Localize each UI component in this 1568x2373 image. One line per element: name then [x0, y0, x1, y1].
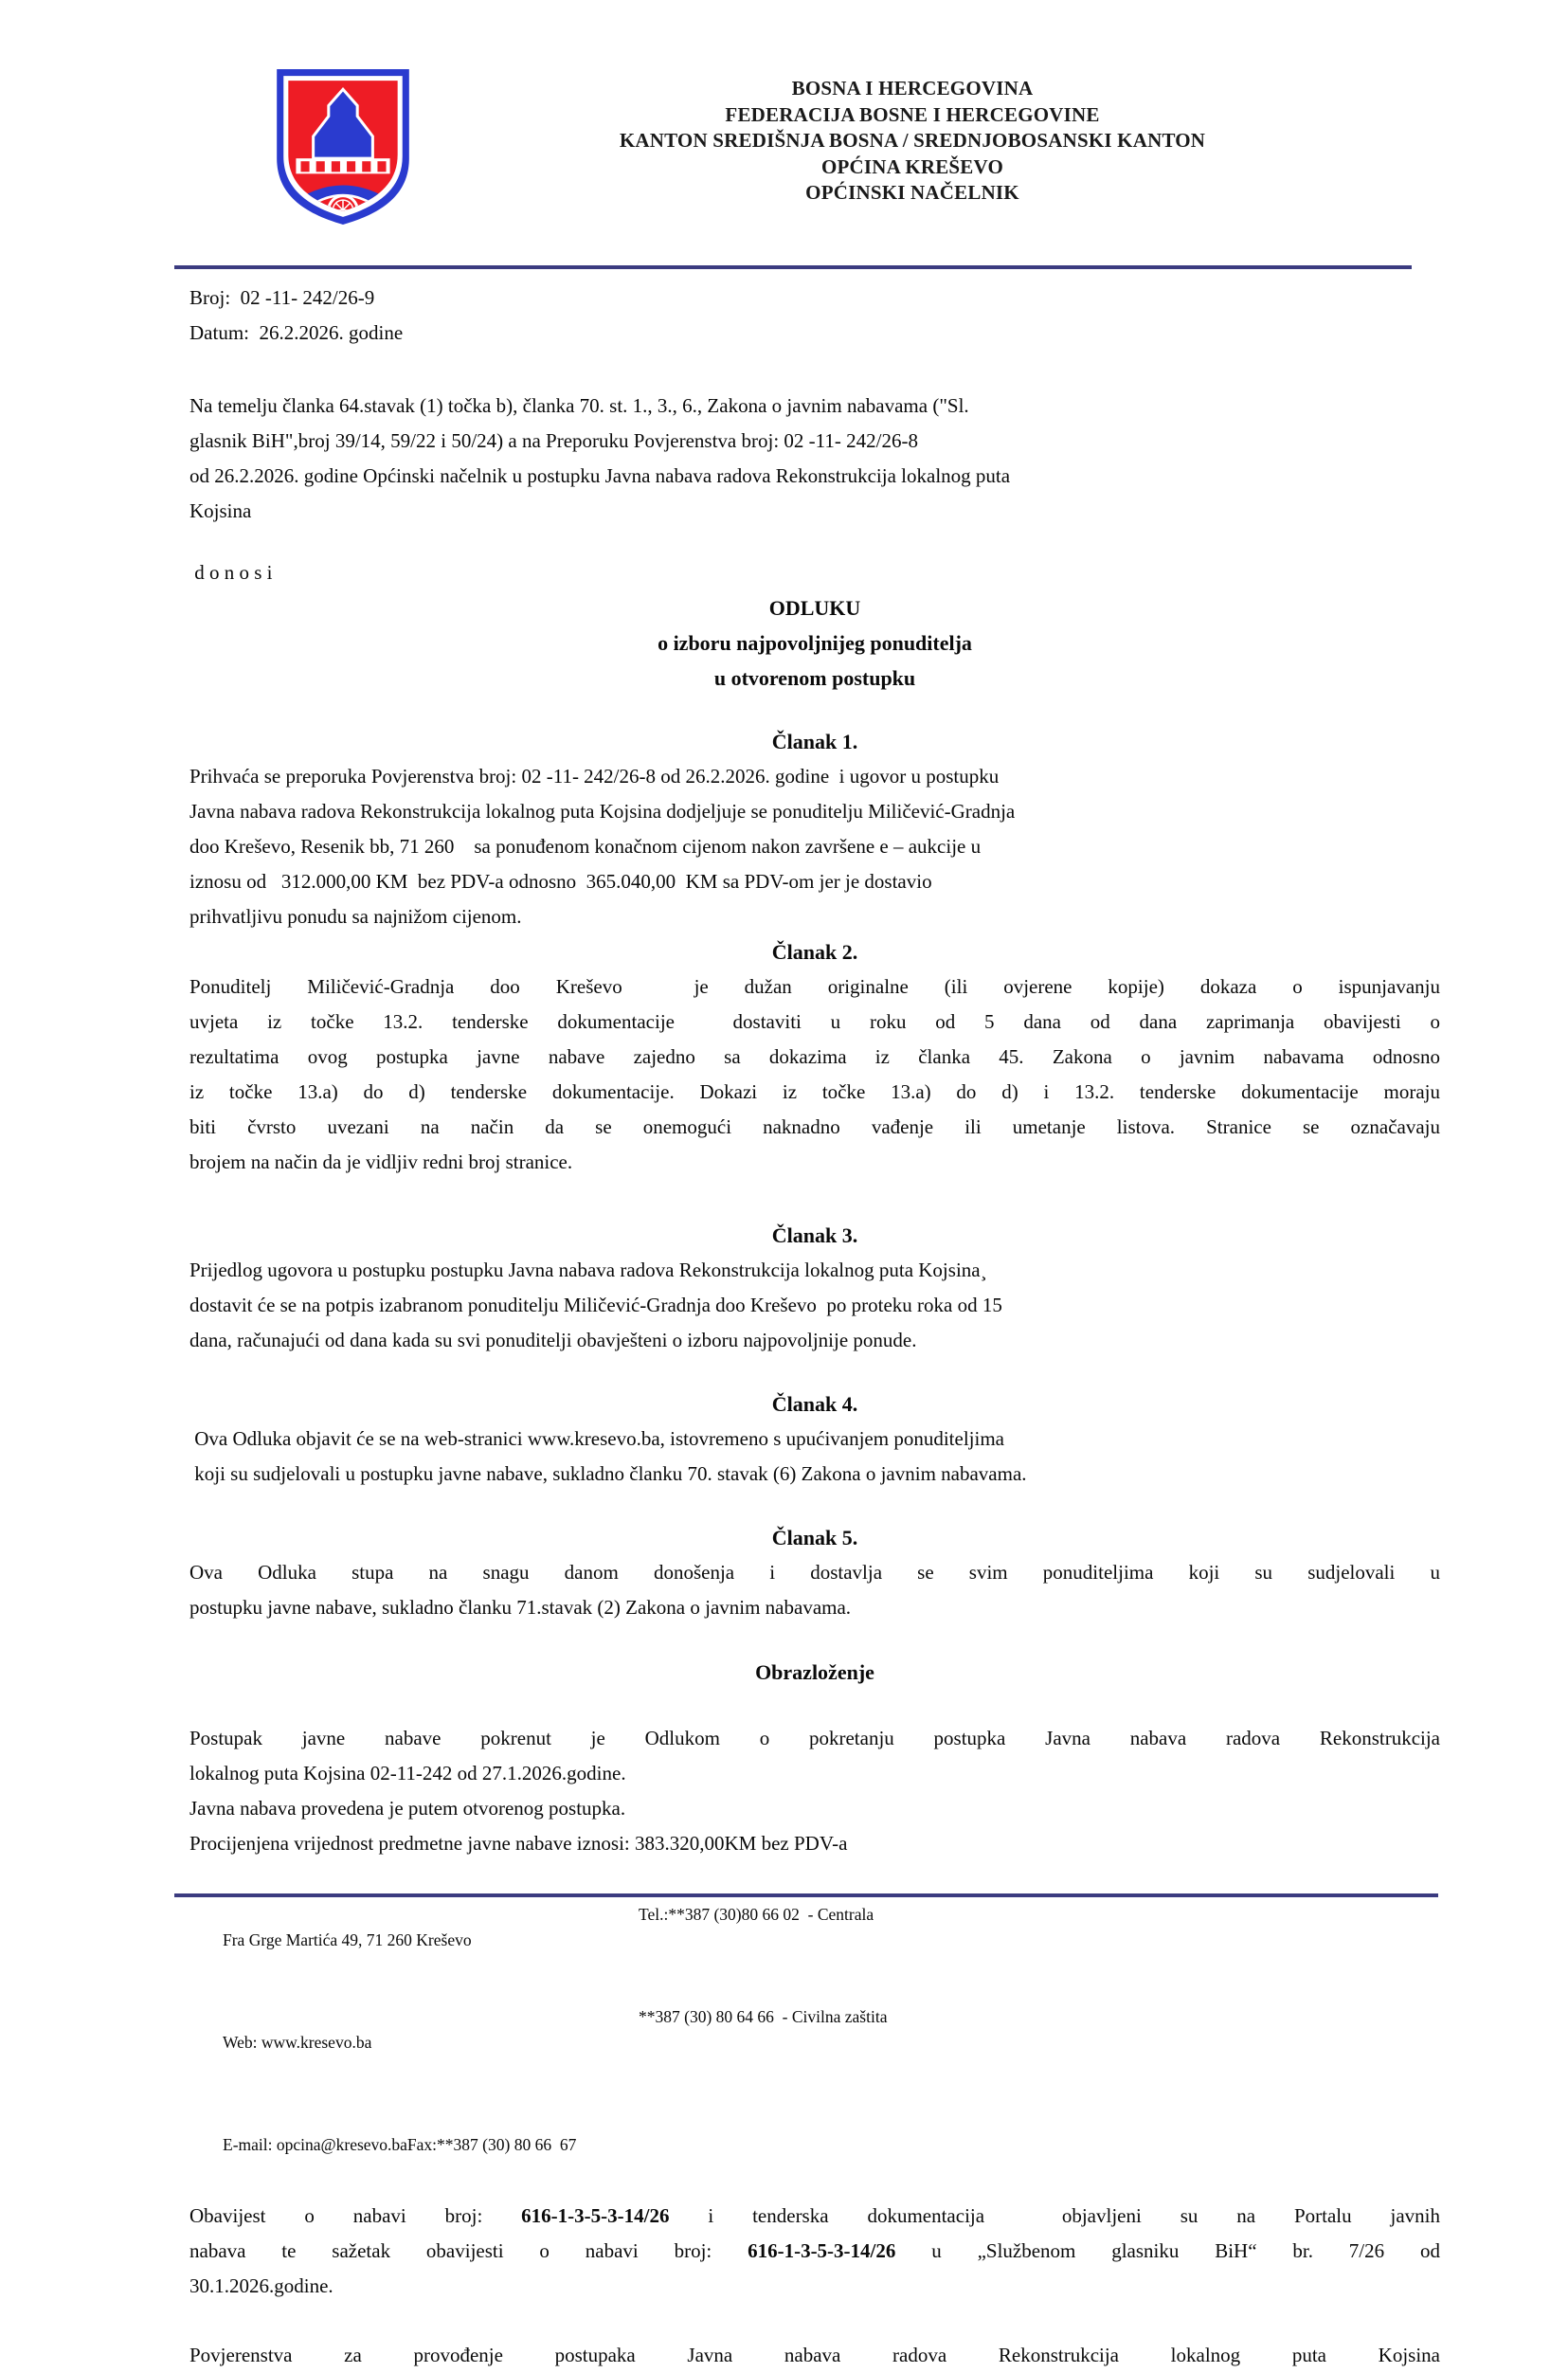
obavijest-line1-number: 616-1-3-5-3-14/26: [521, 2204, 670, 2227]
doc-line: iz točke 13.a) do d) tenderske dokumentacije. Dokazi iz točke 13.a) do d) i 13.2. tenderske dokumentacije moraju: [189, 1080, 1440, 1103]
doc-line: 30.1.2026.godine.: [189, 2274, 333, 2297]
doc-line: dostavit će se na potpis izabranom ponuditelju Miličević-Gradnja doo Kreševo po proteku roka od 15: [189, 1294, 1002, 1316]
donosi-line: d o n o s i: [189, 561, 273, 584]
doc-line: prihvatljivu ponudu sa najnižom cijenom.: [189, 905, 522, 928]
crest-bridge-band: [296, 158, 389, 173]
document-meta: [189, 281, 1440, 351]
footer-address: Fra Grge Martića 49, 71 260 Kreševo: [223, 1930, 472, 1949]
doc-line: Postupak javne nabave pokrenut je Odlukom o pokretanju postupka Javna nabava radova Rekonstrukcija: [189, 1727, 1440, 1749]
footer-row: [189, 2107, 1440, 2183]
clanak-2-heading: Članak 2.: [771, 940, 858, 964]
obrazlozenje-heading: Obrazloženje: [755, 1660, 874, 1684]
decision-title-sub2: u otvorenom postupku: [713, 666, 916, 690]
doc-line: od 26.2.2026. godine Općinski načelnik u postupku Javna nabava radova Rekonstrukcija lokalnog puta: [189, 464, 1011, 487]
doc-line: Povjerenstva za provođenje postupaka Javna nabava radova Rekonstrukcija lokalnog puta Kojsina: [189, 2344, 1440, 2366]
doc-line: biti čvrsto uvezani na način da se onemogući naknadno vađenje ili umetanje listova. Stranice se označavaju: [189, 1115, 1440, 1138]
clanak-1-heading: Članak 1.: [771, 730, 858, 753]
decision-title-main: ODLUKU: [768, 596, 861, 620]
doc-line: lokalnog puta Kojsina 02-11-242 od 27.1.2026.godine.: [189, 1762, 626, 1784]
doc-line: Procijenjena vrijednost predmetne javne nabave iznosi: 383.320,00KM bez PDV-a: [189, 1832, 848, 1855]
decision-title-sub1: o izboru najpovoljnijeg ponuditelja: [658, 631, 972, 655]
doc-line: [189, 2234, 1440, 2269]
letterhead-canton: KANTON SREDIŠNJA BOSNA / SREDNJOBOSANSKI KANTON: [619, 129, 1206, 152]
decision-title: [189, 590, 1440, 696]
doc-line: rezultatima ovog postupka javne nabave zajedno sa dokazima iz članka 45. Zakona o javnim nabavama odnosno: [189, 1045, 1440, 1068]
obavijest-paragraph: [189, 2199, 1440, 2304]
footer-phone-civil: **387 (30) 80 64 66 - Civilna zaštita: [639, 2007, 888, 2026]
povjerenstvo-paragraph: [189, 2338, 1440, 2373]
footer-website: Web: www.kresevo.ba: [223, 2033, 372, 2052]
doc-line: Prijedlog ugovora u postupku postupku Javna nabava radova Rekonstrukcija lokalnog puta Kojsina¸: [189, 1259, 987, 1281]
doc-line: postupku javne nabave, sukladno članku 71.stavak (2) Zakona o javnim nabavama.: [189, 1596, 852, 1619]
document-body: [189, 273, 1440, 2373]
clanak-5-heading: Članak 5.: [771, 1526, 858, 1549]
footer-row: [189, 2004, 1440, 2107]
letterhead-office: OPĆINSKI NAČELNIK: [805, 181, 1019, 204]
document-date: Datum: 26.2.2026. godine: [189, 321, 404, 344]
doc-line: Javna nabava radova Rekonstrukcija lokalnog puta Kojsina dodjeljuje se ponuditelju Miličević-Gradnja: [189, 800, 1016, 823]
doc-line: koji su sudjelovali u postupku javne nabave, sukladno članku 70. stavak (6) Zakona o javnim nabavama.: [189, 1462, 1027, 1485]
doc-line: [189, 2199, 1440, 2234]
doc-line: glasnik BiH",broj 39/14, 59/22 i 50/24) a na Preporuku Povjerenstva broj: 02 -11- 242/26-8: [189, 429, 918, 452]
letterhead: [413, 76, 1412, 207]
clanak-3-body: [189, 1253, 1440, 1358]
doc-line: brojem na način da je vidljiv redni broj stranice.: [189, 1150, 573, 1173]
clanak-4-heading: Članak 4.: [771, 1392, 858, 1416]
clanak-4-body: [189, 1422, 1440, 1492]
doc-line: Na temelju članka 64.stavak (1) točka b), članka 70. st. 1., 3., 6., Zakona o javnim nabavama ("Sl.: [189, 394, 969, 417]
doc-line: Javna nabava provedena je putem otvorenog postupka.: [189, 1797, 626, 1820]
obavijest-line2-number: 616-1-3-5-3-14/26: [748, 2239, 896, 2262]
clanak-3-heading: Članak 3.: [771, 1223, 858, 1247]
doc-line: iznosu od 312.000,00 KM bez PDV-a odnosno 365.040,00 KM sa PDV-om jer je dostavio: [189, 870, 932, 893]
clanak-2-body: [189, 969, 1440, 1180]
doc-line: Ova Odluka objavit će se na web-stranici www.kresevo.ba, istovremeno s upućivanjem ponuditeljima: [189, 1427, 1004, 1450]
municipal-crest: [271, 66, 415, 227]
letter-footer: [189, 1902, 1440, 2183]
letterhead-municipality: OPĆINA KREŠEVO: [821, 154, 1003, 178]
footer-divider-rule: [174, 1893, 1438, 1897]
doc-line: Ova Odluka stupa na snagu danom donošenja i dostavlja se svim ponuditeljima koji su sudjelovali u: [189, 1561, 1440, 1584]
footer-row: [189, 1902, 1440, 2004]
footer-email-fax: E-mail: opcina@kresevo.baFax:**387 (30) 80 66 67: [223, 2135, 577, 2154]
clanak-5-body: [189, 1555, 1440, 1625]
doc-line: Ponuditelj Miličević-Gradnja doo Kreševo je dužan originalne (ili ovjerene kopije) dokaza o ispunjavanju: [189, 975, 1440, 998]
obavijest-line1-pre: Obavijest o nabavi broj:: [189, 2204, 522, 2227]
letterhead-country: BOSNA I HERCEGOVINA: [791, 77, 1034, 100]
document-number: Broj: 02 -11- 242/26-9: [189, 286, 375, 309]
obavijest-line2-post: u „Službenom glasniku BiH“ br. 7/26 od: [895, 2239, 1440, 2262]
doc-line: doo Kreševo, Resenik bb, 71 260 sa ponuđenom konačnom cijenom nakon završene e – aukcije u: [189, 835, 982, 858]
header-divider-rule: [174, 265, 1412, 269]
obavijest-line2-pre: nabava te sažetak obavijesti o nabavi broj:: [189, 2239, 748, 2262]
doc-line: Kojsina: [189, 499, 252, 522]
footer-phone-central: Tel.:**387 (30)80 66 02 - Centrala: [639, 1905, 874, 1924]
doc-line: uvjeta iz točke 13.2. tenderske dokumentacije dostaviti u roku od 5 dana od dana zaprimanja obavijesti o: [189, 1010, 1440, 1033]
obrazlozenje-body: [189, 1721, 1440, 1861]
clanak-1-body: [189, 759, 1440, 934]
obavijest-line1-post: i tenderska dokumentacija objavljeni su na Portalu javnih: [669, 2204, 1440, 2227]
doc-line: dana, računajući od dana kada su svi ponuditelji obavješteni o izboru najpovoljnije ponude.: [189, 1329, 917, 1351]
doc-line: Prihvaća se preporuka Povjerenstva broj: 02 -11- 242/26-8 od 26.2.2026. godine i ugovor u postupku: [189, 765, 1000, 788]
letterhead-federation: FEDERACIJA BOSNE I HERCEGOVINE: [725, 102, 1100, 126]
preamble: [189, 389, 1440, 529]
